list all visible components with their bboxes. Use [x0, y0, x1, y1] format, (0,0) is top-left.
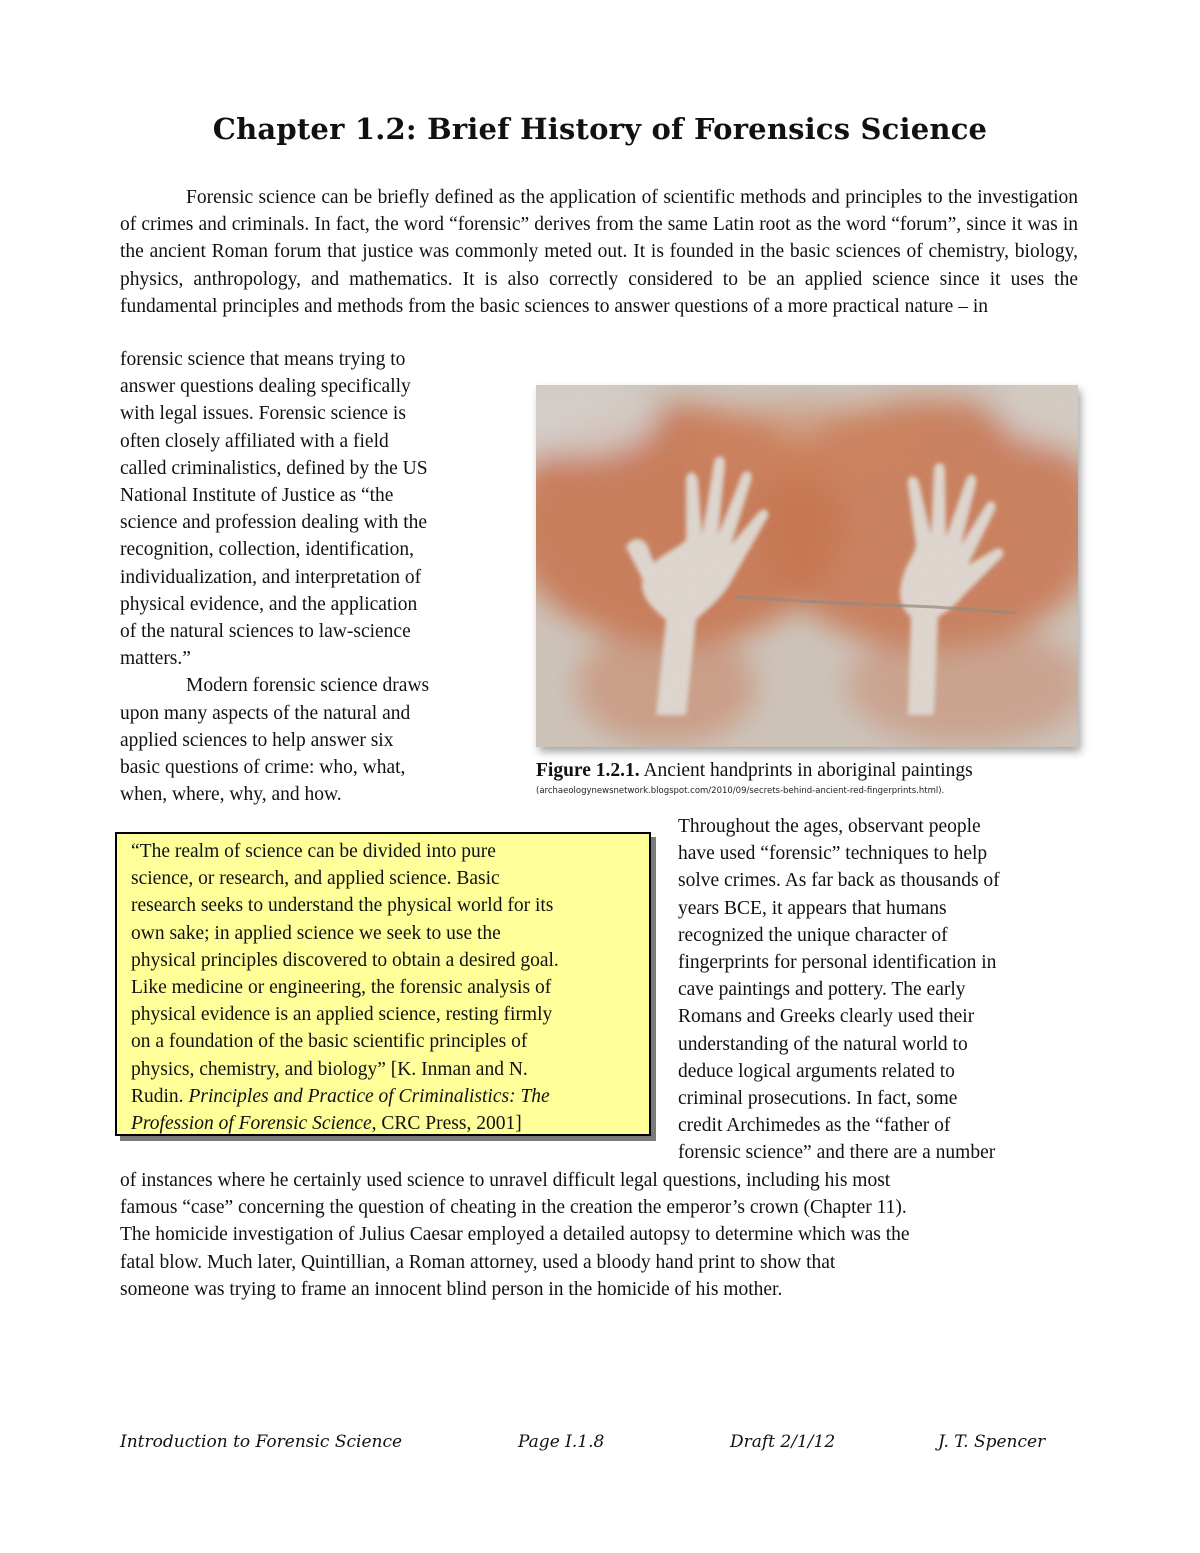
figure-text: Ancient handprints in aboriginal paintings: [643, 760, 973, 781]
text-line: someone was trying to frame an innocent blind person in the homicide of his mother.: [120, 1278, 783, 1300]
text-line: science and profession dealing with the: [120, 512, 428, 534]
text-line: credit Archimedes as the “father of: [678, 1115, 951, 1137]
text-line: when, where, why, and how.: [120, 784, 342, 806]
figure-source-link[interactable]: (archaeologynewsnetwork.blogspot.com/2010/09/secrets-behind-ancient-red-fingerprints.html).: [536, 786, 945, 796]
text-line: Modern forensic science draws: [186, 675, 430, 697]
figure-label: Figure 1.2.1.: [536, 760, 640, 781]
text-line: recognized the unique character of: [678, 924, 948, 946]
quote-line: physics, chemistry, and biology” [K. Inman and N.: [131, 1058, 528, 1080]
book-title: Principles and Practice of Criminalistics: The: [188, 1085, 550, 1107]
text-line: Throughout the ages, observant people: [678, 816, 981, 837]
closing-paragraph: [120, 1167, 1080, 1303]
text-line: cave paintings and pottery. The early: [678, 979, 966, 1001]
text-line: have used “forensic” techniques to help: [678, 843, 988, 865]
text-line: physical evidence, and the application: [120, 593, 418, 615]
footer-book-title: Introduction to Forensic Science: [120, 1432, 403, 1452]
quote-line: research seeks to understand the physical world for its: [131, 895, 554, 917]
text-line: criminal prosecutions. In fact, some: [678, 1088, 958, 1110]
text-line: National Institute of Justice as “the: [120, 485, 394, 507]
chapter-title: Chapter 1.2: Brief History of Forensics Science: [212, 112, 988, 146]
text-line: deduce logical arguments related to: [678, 1060, 955, 1082]
text-line: years BCE, it appears that humans: [678, 897, 947, 919]
handprints-photo: [536, 385, 1078, 747]
quote-line: own sake; in applied science we seek to use the: [131, 922, 501, 944]
text-line: of the natural sciences to law-science: [120, 621, 411, 643]
text-line: with legal issues. Forensic science is: [120, 403, 406, 425]
text-line: The homicide investigation of Julius Caesar employed a detailed autopsy to determine which was the: [120, 1224, 910, 1246]
text-line: fatal blow. Much later, Quintillian, a Roman attorney, used a bloody hand print to show that: [120, 1251, 836, 1273]
quote-line: science, or research, and applied science. Basic: [131, 868, 500, 890]
text-line: applied sciences to help answer six: [120, 729, 394, 751]
quote-line: physical principles discovered to obtain a desired goal.: [131, 949, 559, 971]
text-line: forensic science that means trying to: [120, 349, 406, 370]
figure-caption: [536, 758, 1096, 784]
text-line: famous “case” concerning the question of cheating in the creation the emperor’s crown (Chapter 11).: [120, 1197, 907, 1219]
quote-box: [115, 832, 651, 1136]
quote-citation: Profession of Forensic Science, CRC Press, 2001]: [131, 1113, 522, 1135]
text-line: Romans and Greeks clearly used their: [678, 1006, 975, 1028]
text-line: often closely affiliated with a field: [120, 430, 389, 452]
footer-page-number: Page I.1.8: [518, 1432, 605, 1452]
text-line: answer questions dealing specifically: [120, 376, 411, 398]
text-line: fingerprints for personal identification in: [678, 952, 997, 974]
text-line: matters.”: [120, 648, 191, 670]
footer-draft-date: Draft 2/1/12: [730, 1432, 836, 1452]
text-line: solve crimes. As far back as thousands of: [678, 870, 1000, 892]
footer-author: J. T. Spencer: [938, 1432, 1046, 1452]
quote-citation: Rudin. Principles and Practice of Criminalistics: The: [131, 1085, 550, 1107]
text-line: understanding of the natural world to: [678, 1033, 968, 1055]
intro-paragraph: Forensic science can be briefly defined as the application of scientific methods and principles to the investigation of crimes and criminals. In fact, the word “forensic” derives from the same Latin root as the word “forum”, since it was in the ancient Roman forum that justice was commonly meted out. It is founded in the basic sciences of chemistry, biology, physics, anthropology, and mathematics. It is also correctly considered to be an applied science since it uses the fundamental principles and methods from the basic sciences to answer questions of a more practical nature – in: [120, 187, 1078, 317]
left-column-text: [120, 346, 500, 808]
book-title: Profession of Forensic Science: [131, 1113, 372, 1135]
quote-line: Like medicine or engineering, the forensic analysis of: [131, 977, 552, 999]
text-line: of instances where he certainly used science to unravel difficult legal questions, including his most: [120, 1170, 891, 1191]
quote-line: physical evidence is an applied science, resting firmly: [131, 1004, 553, 1026]
quote-line: “The realm of science can be divided into pure: [131, 841, 496, 862]
text-line: upon many aspects of the natural and: [120, 702, 411, 724]
text-line: recognition, collection, identification,: [120, 539, 415, 561]
quote-text: [131, 838, 559, 1137]
right-column-text: [678, 813, 1088, 1167]
text-line: called criminalistics, defined by the US: [120, 457, 428, 479]
text-line: individualization, and interpretation of: [120, 566, 422, 588]
quote-line: on a foundation of the basic scientific principles of: [131, 1031, 528, 1053]
text-line: basic questions of crime: who, what,: [120, 757, 406, 779]
text-line: forensic science” and there are a number: [678, 1142, 996, 1164]
